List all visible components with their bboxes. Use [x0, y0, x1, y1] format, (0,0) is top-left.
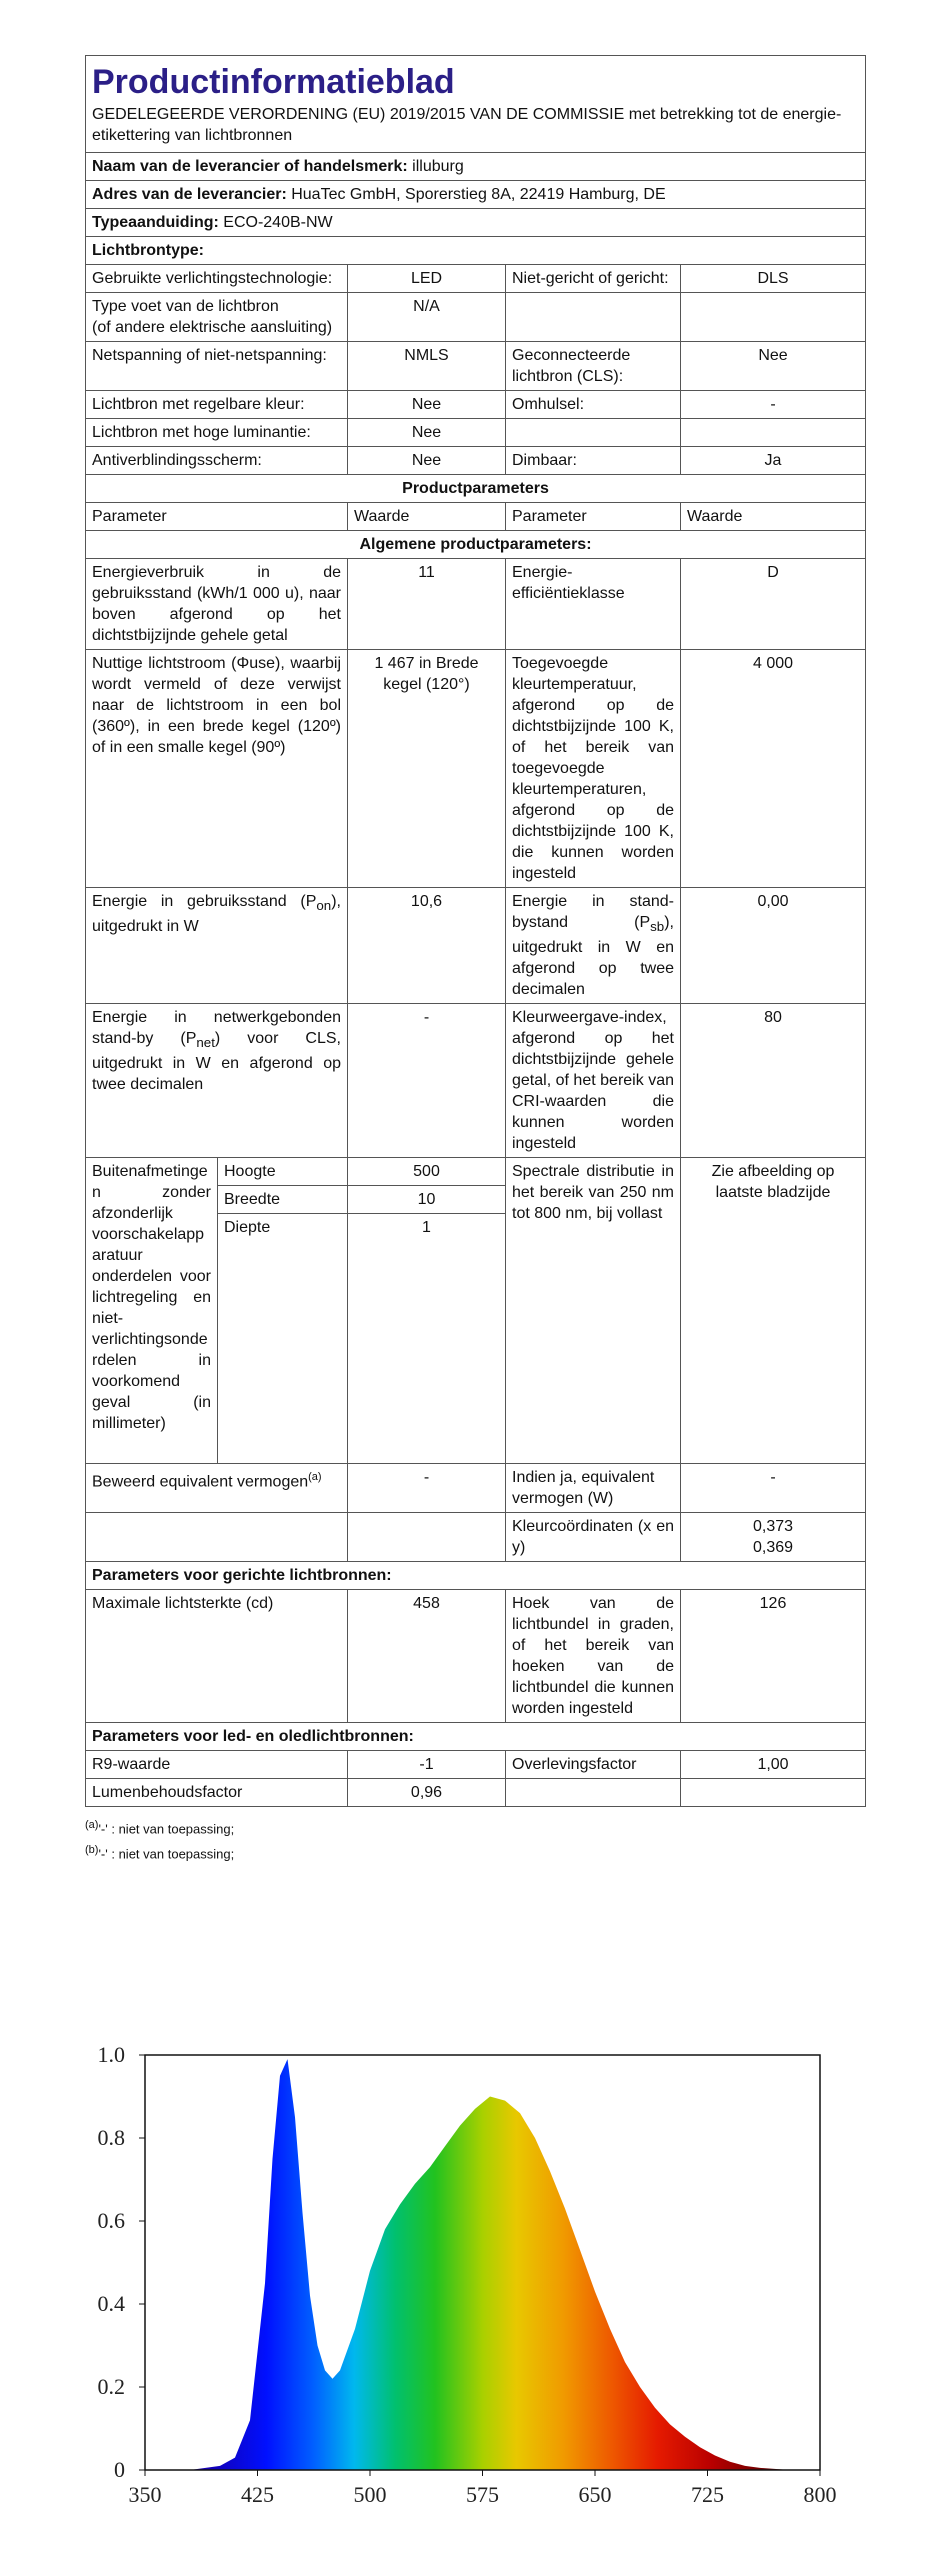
standby-power-value: 0,00: [681, 888, 866, 1004]
spectral-distribution-label: Spectrale distributie in het bereik van 250 nm tot 800 nm, bij vollast: [506, 1158, 681, 1464]
survival-factor-value: 1,00: [681, 1751, 866, 1779]
supplier-address-label: Adres van de leverancier:: [92, 186, 287, 203]
dimension-name: Diepte: [218, 1214, 348, 1464]
lightsource-value: [681, 419, 866, 447]
chromaticity-value: [681, 1513, 866, 1562]
x-tick-label: 350: [128, 2482, 162, 2507]
color-temperature-label: Toegevoegde kleurtemperatuur, afgerond op de dichtstbijzijnde 100 K, of het bereik van toegevoegde kleurtemperaturen, afgerond op de dichtstbijzijnde 100 K, die kunnen worden ingesteld: [506, 650, 681, 888]
lightsource-label: Antiverblindingsscherm:: [86, 447, 348, 475]
y-tick-label: 0.8: [97, 2125, 125, 2150]
general-params-heading: Algemene productparameters:: [86, 531, 866, 559]
column-header: Parameter: [86, 503, 348, 531]
column-header: Parameter: [506, 503, 681, 531]
footnote-marker: (a): [308, 1471, 322, 1484]
x-tick-label: 800: [803, 2482, 837, 2507]
lightsource-label: [506, 419, 681, 447]
model-row: [86, 209, 866, 237]
footnote-marker: (a): [85, 1819, 99, 1832]
y-tick-label: 0.2: [97, 2374, 125, 2399]
networked-standby-label: [86, 1004, 348, 1158]
lightsource-value: LED: [348, 265, 506, 293]
page-subtitle: GEDELEGEERDE VERORDENING (EU) 2019/2015 VAN DE COMMISSIE met betrekking tot de energie-etikettering van lichtbronnen: [92, 106, 842, 144]
lamp-cap-label: Type voet van de lichtbron: [92, 298, 279, 315]
param-row: [86, 1004, 866, 1158]
dimension-value: 500: [348, 1158, 506, 1186]
empty-cell: [348, 1513, 506, 1562]
equivalent-watt-value: -: [681, 1464, 866, 1513]
lightsource-row: [86, 419, 866, 447]
standby-power-text: ), uitgedrukt in W en afgerond op twee decimalen: [512, 914, 674, 999]
lightsource-label: Lichtbron met hoge luminantie:: [86, 419, 348, 447]
param-row: [86, 1158, 866, 1186]
cri-value: 80: [681, 1004, 866, 1158]
dimensions-label: Buitenafmetingen zonder afzonderlijk voorschakelapparatuur onderdelen voor lichtregeling en niet-verlichtingsonderdelen in voorkomend geval (in millimeter): [86, 1158, 218, 1464]
peak-intensity-value: 458: [348, 1590, 506, 1723]
supplier-name-row: [86, 153, 866, 181]
empty-cell: [681, 1779, 866, 1807]
energy-class-label: Energie-efficiëntieklasse: [506, 559, 681, 650]
lightsource-label: Netspanning of niet-netspanning:: [86, 342, 348, 391]
y-tick-label: 0: [114, 2457, 125, 2482]
lightsource-label: Omhulsel:: [506, 391, 681, 419]
lightsource-value: -: [681, 391, 866, 419]
spectral-chart-svg: [60, 2040, 860, 2510]
lightsource-value: N/A: [348, 293, 506, 342]
dimension-value: 1: [348, 1214, 506, 1464]
spectral-chart: [60, 2040, 860, 2510]
lightsource-label: Lichtbron met regelbare kleur:: [86, 391, 348, 419]
peak-intensity-label: Maximale lichtsterkte (cd): [86, 1590, 348, 1723]
x-tick-label: 650: [578, 2482, 612, 2507]
lightsource-row: [86, 391, 866, 419]
x-tick-label: 500: [353, 2482, 387, 2507]
supplier-name-label: Naam van de leverancier of handelsmerk:: [92, 158, 408, 175]
r9-label: R9-waarde: [86, 1751, 348, 1779]
x-tick-label: 425: [241, 2482, 274, 2507]
param-row: [86, 1751, 866, 1779]
equivalent-power-text: Beweerd equivalent vermogen: [92, 1473, 309, 1491]
lightsource-value: Nee: [681, 342, 866, 391]
energy-use-value: 11: [348, 559, 506, 650]
supplier-address-row: [86, 181, 866, 209]
chromaticity-x: 0,373: [752, 1518, 794, 1536]
supplier-address-value: HuaTec GmbH, Sporerstieg 8A, 22419 Hamburg, DE: [291, 186, 666, 203]
column-header: Waarde: [348, 503, 506, 531]
survival-factor-label: Overlevingsfactor: [506, 1751, 681, 1779]
lightsource-value: [681, 293, 866, 342]
luminous-flux-value: 1 467 in Brede kegel (120°): [348, 650, 506, 888]
y-tick-label: 0.4: [97, 2291, 125, 2316]
on-mode-power-subscript: on: [316, 898, 332, 914]
x-tick-label: 575: [466, 2482, 499, 2507]
energy-class-value: D: [681, 559, 866, 650]
luminous-flux-label: Nuttige lichtstroom (Φuse), waarbij wordt vermeld of deze verwijst naar de lichtstroom in een bol (360º), in een brede kegel (120º) of in een smalle kegel (90º): [86, 650, 348, 888]
model-label: Typeaanduiding:: [92, 214, 219, 231]
footnote-a: [85, 1815, 865, 1839]
on-mode-power-text: ), uitgedrukt in W: [92, 893, 341, 936]
lumen-maintenance-label: Lumenbehoudsfactor: [86, 1779, 348, 1807]
spectral-distribution-value: Zie afbeelding op laatste bladzijde: [681, 1158, 866, 1464]
lightsource-row: [86, 342, 866, 391]
column-header-row: [86, 503, 866, 531]
lightsource-label: Geconnecteerde lichtbron (CLS):: [506, 342, 681, 391]
param-row: [86, 650, 866, 888]
param-row: [86, 1590, 866, 1723]
lamp-cap-sublabel: (of andere elektrische aansluiting): [92, 319, 333, 336]
lightsource-heading: Lichtbrontype:: [86, 237, 866, 265]
x-tick-label: 725: [691, 2482, 724, 2507]
beam-angle-value: 126: [681, 1590, 866, 1723]
footnote-b: [85, 1840, 865, 1864]
param-row: [86, 888, 866, 1004]
param-row: [86, 1513, 866, 1562]
lightsource-row: [86, 265, 866, 293]
empty-cell: [86, 1513, 348, 1562]
standby-power-text: Energie in stand-bystand (P: [512, 893, 674, 931]
footnotes: [85, 1815, 865, 1864]
beam-angle-label: Hoek van de lichtbundel in graden, of het bereik van hoeken van de lichtbundel die kunnen worden ingesteld: [506, 1590, 681, 1723]
lumen-maintenance-value: 0,96: [348, 1779, 506, 1807]
dimension-name: Hoogte: [218, 1158, 348, 1186]
networked-standby-text: Energie in netwerkgebonden stand-by (P: [92, 1009, 341, 1048]
plot-layer: [190, 2059, 790, 2470]
lightsource-label: Gebruikte verlichtingstechnologie:: [86, 265, 348, 293]
footnote-text: '-' : niet van toepassing;: [98, 1845, 235, 1861]
dimension-value: 10: [348, 1186, 506, 1214]
lightsource-row: [86, 447, 866, 475]
chromaticity-y: 0,369: [752, 1539, 794, 1557]
chromaticity-label: Kleurcoördinaten (x en y): [506, 1513, 681, 1562]
lightsource-row: [86, 293, 866, 342]
product-information-sheet: [85, 55, 865, 1864]
networked-standby-text: ) voor CLS, uitgedrukt in W en afgerond op twee decimalen: [92, 1030, 341, 1094]
led-params-heading: Parameters voor led- en oledlichtbronnen:: [86, 1723, 866, 1751]
header-cell: [86, 56, 866, 153]
on-mode-power-text: Energie in gebruiksstand (P: [92, 893, 317, 910]
directional-params-heading: Parameters voor gerichte lichtbronnen:: [86, 1562, 866, 1590]
empty-cell: [506, 1779, 681, 1807]
lightsource-label: [506, 293, 681, 342]
networked-standby-subscript: net: [196, 1035, 215, 1051]
dimension-name: Breedte: [218, 1186, 348, 1214]
footnote-text: '-' : niet van toepassing;: [98, 1821, 235, 1837]
equivalent-watt-label: Indien ja, equivalent vermogen (W): [506, 1464, 681, 1513]
param-row: [86, 559, 866, 650]
supplier-name-value: illuburg: [412, 158, 464, 175]
lightsource-value: DLS: [681, 265, 866, 293]
lightsource-label: Dimbaar:: [506, 447, 681, 475]
networked-standby-value: -: [348, 1004, 506, 1158]
equivalent-power-label: [86, 1464, 348, 1513]
info-table: [85, 55, 866, 1807]
param-row: [86, 1779, 866, 1807]
model-value: ECO-240B-NW: [223, 214, 333, 231]
r9-value: -1: [348, 1751, 506, 1779]
energy-use-label: Energieverbruik in de gebruiksstand (kWh/1 000 u), naar boven afgerond op het dichtstbijzijnde gehele getal: [86, 559, 348, 650]
lightsource-value: Nee: [348, 391, 506, 419]
product-params-heading: Productparameters: [86, 475, 866, 503]
color-temperature-value: 4 000: [681, 650, 866, 888]
column-header: Waarde: [681, 503, 866, 531]
lightsource-label: Niet-gericht of gericht:: [506, 265, 681, 293]
lightsource-label: [86, 293, 348, 342]
lightsource-value: Nee: [348, 419, 506, 447]
equivalent-power-value: -: [348, 1464, 506, 1513]
on-mode-power-value: 10,6: [348, 888, 506, 1004]
on-mode-power-label: [86, 888, 348, 1004]
y-tick-label: 1.0: [97, 2042, 125, 2067]
lightsource-value: Nee: [348, 447, 506, 475]
lightsource-value: Ja: [681, 447, 866, 475]
y-tick-label: 0.6: [97, 2208, 125, 2233]
page-title: Productinformatieblad: [92, 63, 455, 101]
footnote-marker: (b): [85, 1843, 99, 1856]
spectrum-area: [190, 2059, 790, 2470]
standby-power-subscript: sb: [650, 919, 665, 935]
lightsource-value: NMLS: [348, 342, 506, 391]
standby-power-label: [506, 888, 681, 1004]
cri-label: Kleurweergave-index, afgerond op het dichtstbijzijnde gehele getal, of het bereik van CRI-waarden die kunnen worden ingesteld: [506, 1004, 681, 1158]
param-row: [86, 1464, 866, 1513]
